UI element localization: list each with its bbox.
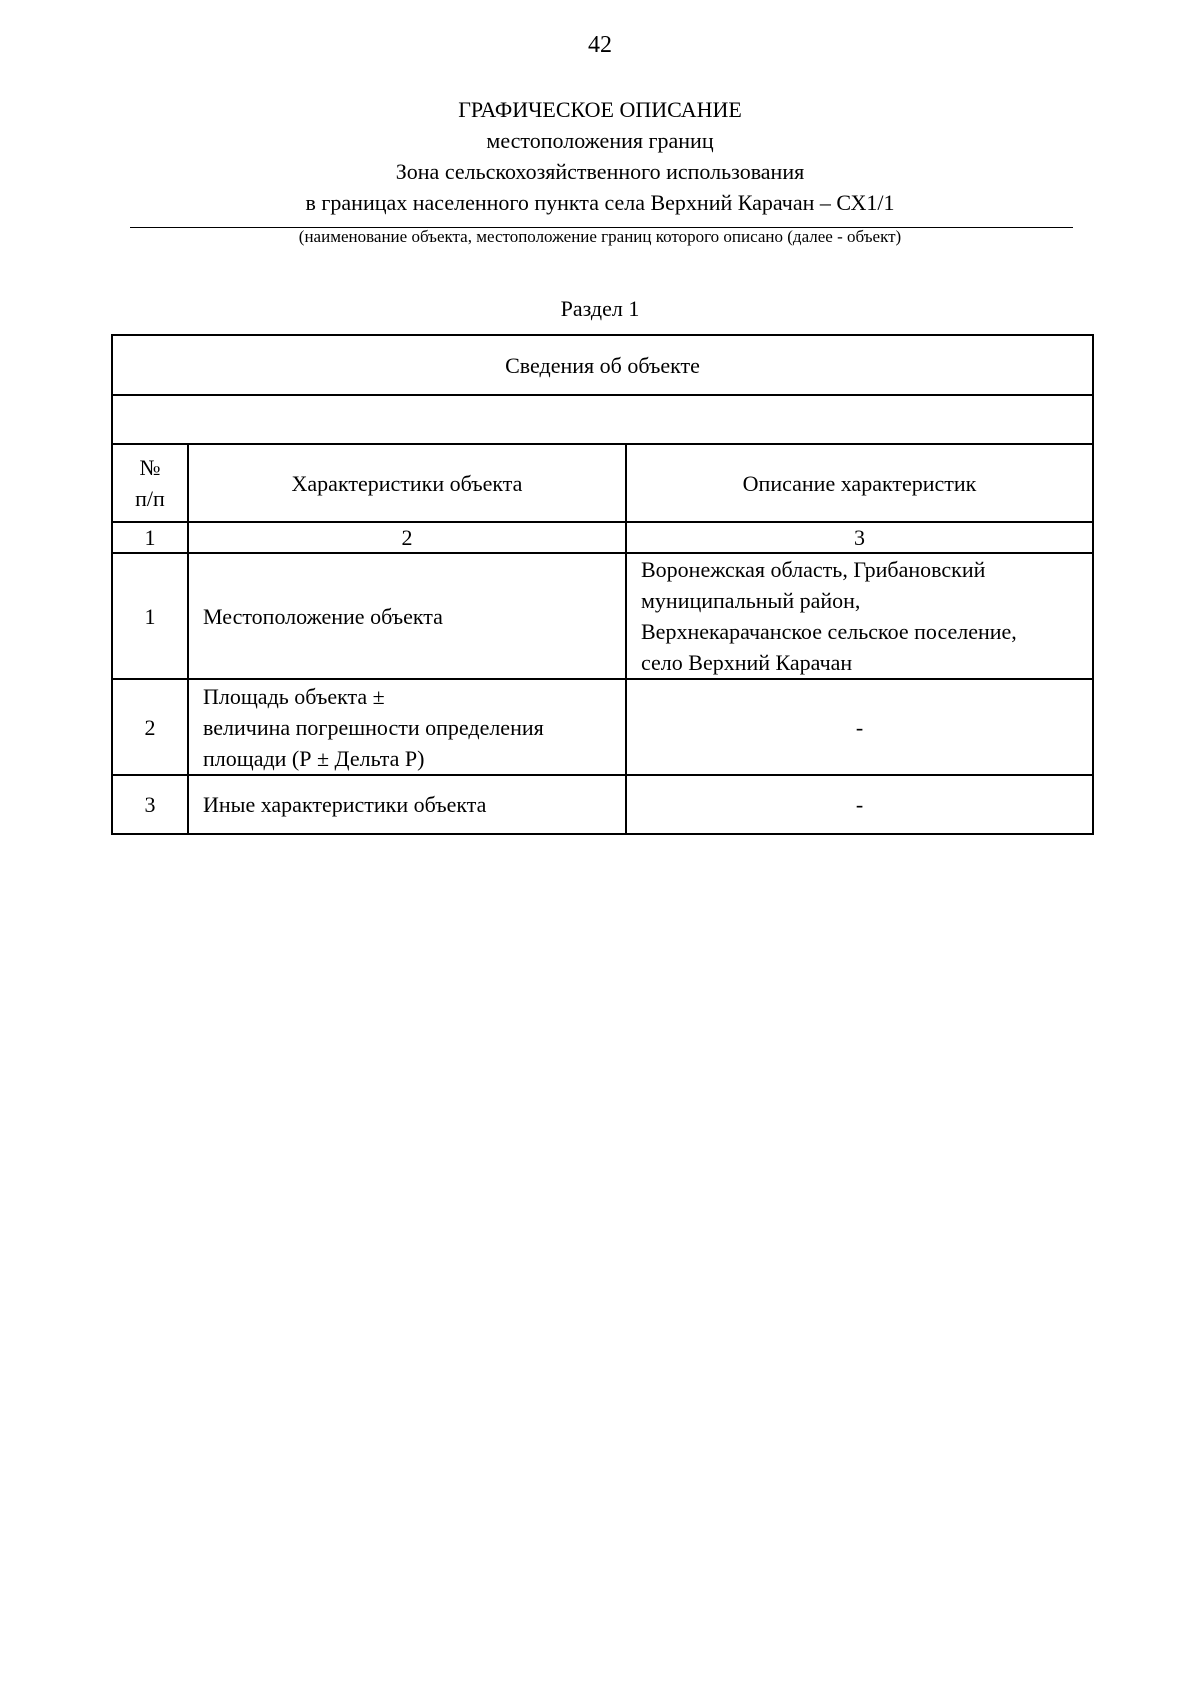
title-line-3: Зона сельскохозяйственного использования <box>395 159 805 184</box>
empty-cell <box>112 395 1093 444</box>
column-index-row <box>112 522 1093 553</box>
column-index-3: 3 <box>626 522 1093 553</box>
column-index-1: 1 <box>112 522 188 553</box>
description-line: муниципальный район, <box>641 588 861 613</box>
characteristic-line: Местоположение объекта <box>203 603 443 629</box>
table-row <box>112 553 1093 679</box>
table-row <box>112 775 1093 834</box>
column-header-row <box>112 444 1093 522</box>
column-header-num-line2: п/п <box>135 486 165 511</box>
column-index-2: 2 <box>188 522 626 553</box>
description-line: Верхнекарачанское сельское поселение, <box>641 619 1017 644</box>
column-header-description: Описание характеристик <box>626 444 1093 522</box>
characteristic-line: площади (Р ± Дельта Р) <box>203 745 425 771</box>
row-number: 2 <box>112 679 188 775</box>
table-row <box>112 679 1093 775</box>
title-caption: (наименование объекта, местоположение границ которого описано (далее - объект) <box>298 227 902 246</box>
characteristic-line: Площадь объекта ± <box>203 683 385 709</box>
column-header-characteristics: Характеристики объекта <box>188 444 626 522</box>
section-label: Раздел 1 <box>560 296 640 321</box>
row-description: - <box>626 679 1093 775</box>
description-line: Воронежская область, Грибановский <box>641 557 986 582</box>
table-heading-row <box>112 335 1093 395</box>
row-description: - <box>626 775 1093 834</box>
page-number: 42 <box>588 32 612 58</box>
characteristic-line: Иные характеристики объекта <box>203 792 487 817</box>
row-number: 1 <box>112 553 188 679</box>
row-characteristic <box>188 679 626 775</box>
row-number: 3 <box>112 775 188 834</box>
column-header-num <box>112 444 188 522</box>
row-description <box>626 553 1093 679</box>
title-line-2: местоположения границ <box>486 128 714 153</box>
document-title <box>0 94 1200 218</box>
row-characteristic <box>188 553 626 679</box>
object-info-table <box>111 334 1094 835</box>
characteristic-line: величина погрешности определения <box>203 714 544 740</box>
table-empty-row <box>112 395 1093 444</box>
column-header-num-line1: № <box>139 455 161 480</box>
title-line-1: ГРАФИЧЕСКОЕ ОПИСАНИЕ <box>458 97 742 122</box>
table-heading: Сведения об объекте <box>112 335 1093 395</box>
title-line-4: в границах населенного пункта села Верхний Карачан – СХ1/1 <box>305 190 895 215</box>
description-line: село Верхний Карачан <box>641 650 853 675</box>
row-characteristic <box>188 775 626 834</box>
